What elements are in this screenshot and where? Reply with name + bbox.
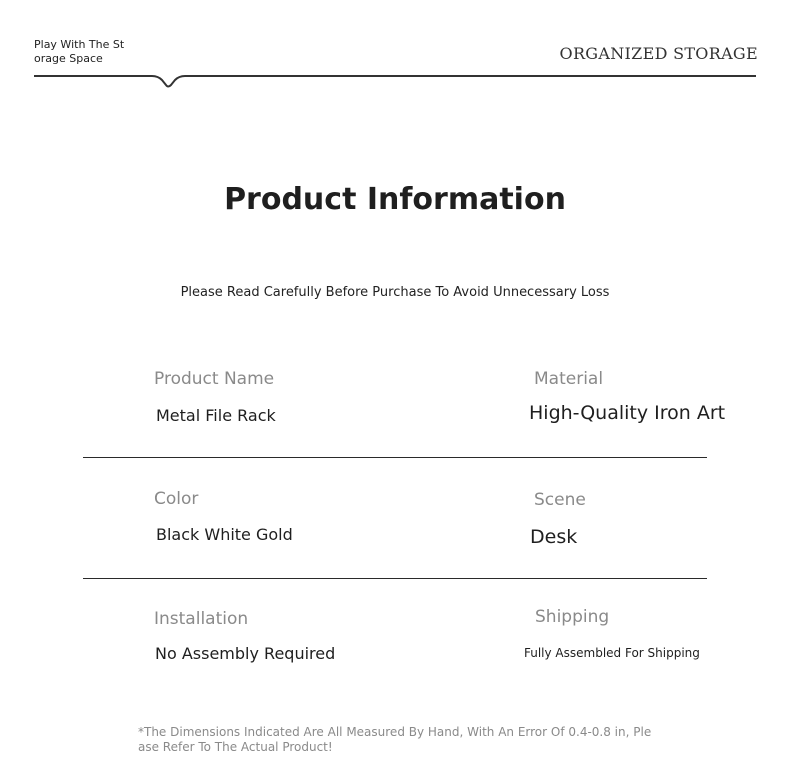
material-label: Material — [534, 369, 604, 389]
color-value: Black White Gold — [156, 525, 293, 544]
page-title: Product Information — [224, 182, 566, 217]
scene-label: Scene — [534, 490, 586, 510]
shipping-value: Fully Assembled For Shipping — [524, 646, 700, 660]
installation-value: No Assembly Required — [155, 644, 336, 663]
brand-title: ORGANIZED STORAGE — [559, 44, 758, 63]
product-name-label: Product Name — [154, 369, 275, 389]
measurement-note: *The Dimensions Indicated Are All Measured By Hand, With An Error Of 0.4-0.8 in, Please Refer To The Actual Product! — [138, 725, 652, 754]
shipping-label: Shipping — [535, 607, 610, 627]
material-value: High-Quality Iron Art — [529, 402, 726, 424]
row-divider — [83, 578, 707, 579]
header-tagline: Play With The Storage Space — [34, 38, 125, 65]
installation-label: Installation — [154, 609, 249, 629]
page-subtitle: Please Read Carefully Before Purchase To Avoid Unnecessary Loss — [180, 285, 610, 300]
color-label: Color — [154, 489, 199, 509]
scene-value: Desk — [530, 526, 578, 548]
product-name-value: Metal File Rack — [156, 406, 276, 425]
header-divider-notch — [34, 68, 756, 92]
row-divider — [83, 457, 707, 458]
